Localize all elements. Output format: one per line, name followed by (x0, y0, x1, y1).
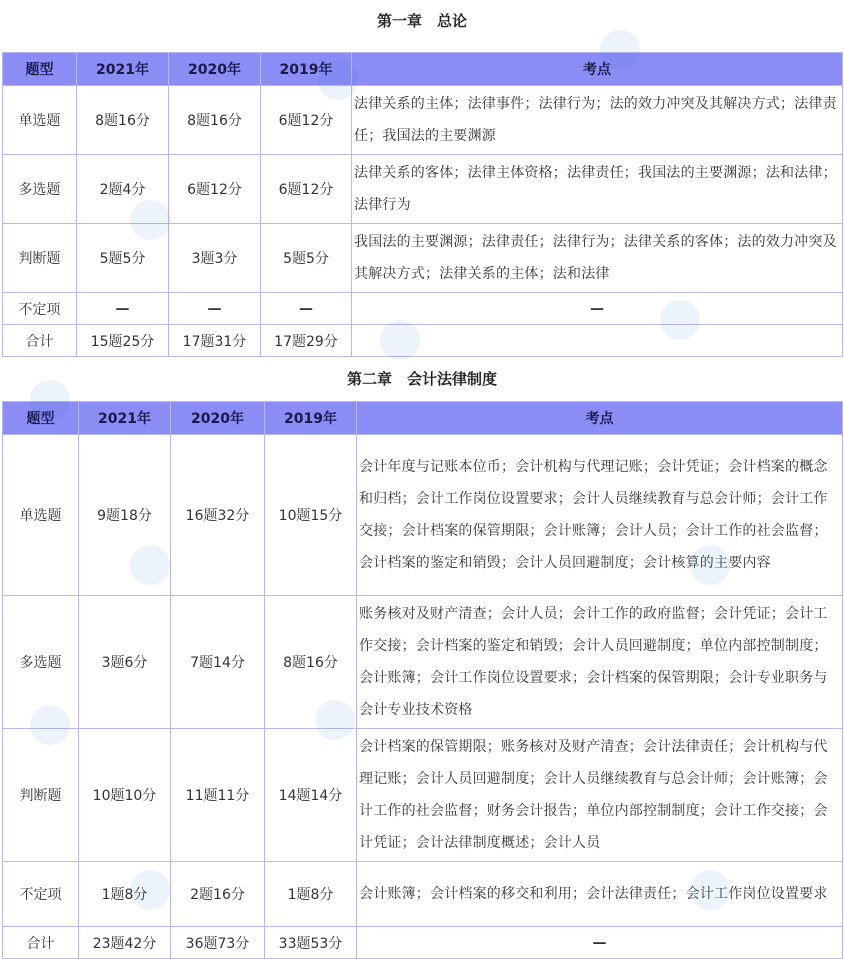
cell-type: 多选题 (3, 596, 79, 729)
table-row (3, 155, 843, 224)
table-header-row (3, 53, 843, 86)
table-row (3, 435, 843, 596)
cell-2020: — (169, 293, 261, 325)
cell-2019: 6题12分 (261, 155, 352, 224)
cell-2021: 23题42分 (79, 927, 171, 959)
cell-type: 合计 (3, 927, 79, 959)
cell-2019: 33题53分 (265, 927, 357, 959)
table-row (3, 729, 843, 862)
cell-2020: 2题16分 (171, 862, 265, 927)
chapter2-table (2, 401, 843, 959)
header-2021: 2021年 (77, 53, 169, 86)
cell-2020: 17题31分 (169, 325, 261, 357)
cell-points (352, 325, 843, 357)
cell-2021: 2题4分 (77, 155, 169, 224)
table-header-row (3, 402, 843, 435)
cell-type: 合计 (3, 325, 77, 357)
table-row (3, 293, 843, 325)
cell-points: 会计档案的保管期限；账务核对及财产清查；会计法律责任；会计机构与代理记账；会计人员回避制度；会计人员继续教育与总会计师；会计账簿；会计工作的社会监督；财务会计报告；单位内部控制制度；会计工作交接；会计凭证；会计法律制度概述；会计人员 (357, 729, 843, 862)
cell-2020: 7题14分 (171, 596, 265, 729)
cell-points: 账务核对及财产清查；会计人员；会计工作的政府监督；会计凭证；会计工作交接；会计档案的鉴定和销毁；会计人员回避制度；单位内部控制制度；会计账簿；会计工作岗位设置要求；会计档案的保管期限；会计专业职务与会计专业技术资格 (357, 596, 843, 729)
header-2020: 2020年 (171, 402, 265, 435)
table-row (3, 596, 843, 729)
header-2021: 2021年 (79, 402, 171, 435)
cell-2019: 1题8分 (265, 862, 357, 927)
chapter1-title: 第一章 总论 (376, 12, 467, 30)
cell-2020: 8题16分 (169, 86, 261, 155)
header-2020: 2020年 (169, 53, 261, 86)
cell-2021: 3题6分 (79, 596, 171, 729)
table-row (3, 862, 843, 927)
cell-2020: 3题3分 (169, 224, 261, 293)
cell-type: 判断题 (3, 224, 77, 293)
cell-2021: 10题10分 (79, 729, 171, 862)
cell-2019: 5题5分 (261, 224, 352, 293)
cell-2021: 5题5分 (77, 224, 169, 293)
cell-points: 会计年度与记账本位币；会计机构与代理记账；会计凭证；会计档案的概念和归档；会计工作岗位设置要求；会计人员继续教育与总会计师；会计工作交接；会计档案的保管期限；会计账簿；会计人员；会计工作的社会监督；会计档案的鉴定和销毁；会计人员回避制度；会计核算的主要内容 (357, 435, 843, 596)
table-row (3, 224, 843, 293)
cell-2021: 1题8分 (79, 862, 171, 927)
cell-type: 判断题 (3, 729, 79, 862)
cell-points: 我国法的主要渊源；法律责任；法律行为；法律关系的客体；法的效力冲突及其解决方式；法律关系的主体；法和法律 (352, 224, 843, 293)
table-row (3, 325, 843, 357)
header-type: 题型 (3, 53, 77, 86)
header-points: 考点 (357, 402, 843, 435)
cell-2021: 8题16分 (77, 86, 169, 155)
header-2019: 2019年 (265, 402, 357, 435)
table-row (3, 86, 843, 155)
cell-2019: 10题15分 (265, 435, 357, 596)
cell-points: — (357, 927, 843, 959)
cell-points: 会计账簿；会计档案的移交和利用；会计法律责任；会计工作岗位设置要求 (357, 862, 843, 927)
cell-2021: 9题18分 (79, 435, 171, 596)
header-2019: 2019年 (261, 53, 352, 86)
cell-2020: 16题32分 (171, 435, 265, 596)
cell-2019: 6题12分 (261, 86, 352, 155)
cell-2020: 11题11分 (171, 729, 265, 862)
cell-2019: — (261, 293, 352, 325)
cell-type: 多选题 (3, 155, 77, 224)
cell-2020: 6题12分 (169, 155, 261, 224)
cell-points: — (352, 293, 843, 325)
cell-type: 不定项 (3, 862, 79, 927)
cell-2020: 36题73分 (171, 927, 265, 959)
cell-2019: 17题29分 (261, 325, 352, 357)
cell-2021: — (77, 293, 169, 325)
cell-points: 法律关系的客体；法律主体资格；法律责任；我国法的主要渊源；法和法律；法律行为 (352, 155, 843, 224)
chapter1-table (2, 52, 843, 357)
cell-type: 单选题 (3, 86, 77, 155)
cell-type: 不定项 (3, 293, 77, 325)
cell-2019: 14题14分 (265, 729, 357, 862)
chapter2-title: 第二章 会计法律制度 (346, 370, 497, 388)
cell-type: 单选题 (3, 435, 79, 596)
header-type: 题型 (3, 402, 79, 435)
cell-points: 法律关系的主体；法律事件；法律行为；法的效力冲突及其解决方式；法律责任；我国法的主要渊源 (352, 86, 843, 155)
cell-2019: 8题16分 (265, 596, 357, 729)
cell-2021: 15题25分 (77, 325, 169, 357)
header-points: 考点 (352, 53, 843, 86)
